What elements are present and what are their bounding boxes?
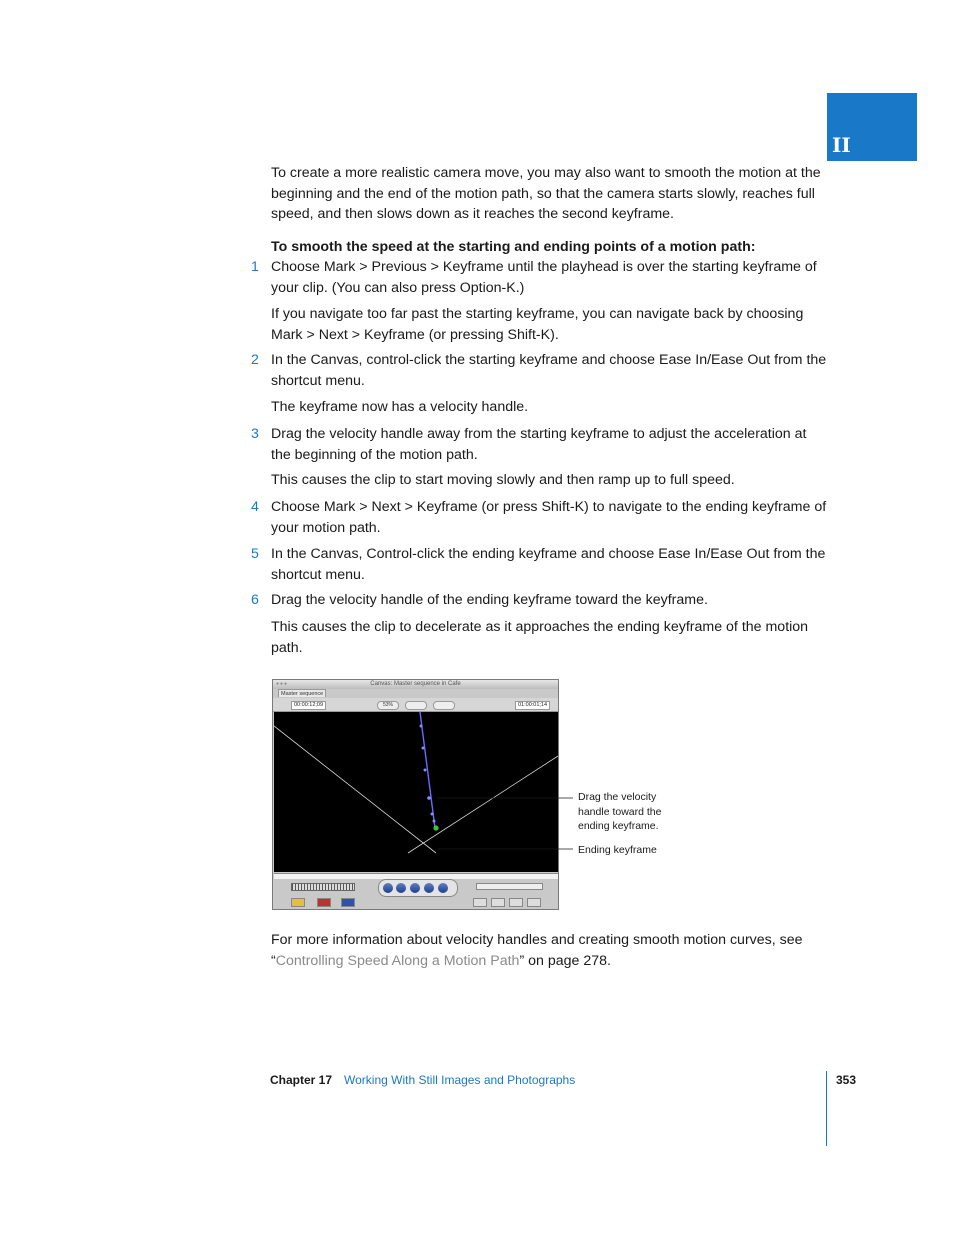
- step-text-5: In the Canvas, Control-click the ending keyframe and choose Ease In/Ease Out from the shortcut menu.: [271, 546, 826, 583]
- zoom-popup: 53%: [377, 701, 399, 710]
- step-text-3: Drag the velocity handle away from the starting keyframe to adjust the acceleration at the beginning of the motion path.: [271, 426, 807, 463]
- step-text-1: Choose Mark > Previous > Keyframe until the playhead is over the starting keyframe of your clip. (You can also press Option-K.): [271, 259, 817, 296]
- footer-chapter-title[interactable]: Working With Still Images and Photographs: [344, 1073, 576, 1087]
- task-heading: To smooth the speed at the starting and ending points of a motion path:: [271, 239, 756, 255]
- closing-paragraph: [271, 930, 827, 971]
- sequence-tab: Master sequence: [278, 689, 326, 697]
- step-note-2: The keyframe now has a velocity handle.: [271, 399, 529, 415]
- step-number-1: 1: [251, 259, 259, 275]
- step-number-4: 4: [251, 499, 259, 515]
- step-note-1: If you navigate too far past the starting keyframe, you can navigate back by choosing Mark > Next > Keyframe (or pressing Shift-K).: [271, 306, 804, 343]
- current-timecode: 01:00:01;14: [515, 701, 550, 710]
- step-text-6: Drag the velocity handle of the ending keyframe toward the keyframe.: [271, 592, 708, 608]
- step-number-5: 5: [251, 546, 259, 562]
- step-note-6: This causes the clip to decelerate as it approaches the ending keyframe of the motion path.: [271, 619, 809, 656]
- closing-text-before: For more information about velocity handles and creating smooth motion curves, see “: [271, 932, 803, 969]
- step-number-3: 3: [251, 426, 259, 442]
- part-tab-label: II: [832, 133, 851, 157]
- intro-paragraph: To create a more realistic camera move, you may also want to smooth the motion at the beginning and the end of the motion path, so that the camera starts slowly, reaches full speed, and then slows down as it reaches the second keyframe.: [271, 165, 821, 222]
- duration-timecode: 00:00:12;09: [291, 701, 326, 710]
- step-note-3: This causes the clip to start moving slowly and then ramp up to full speed.: [271, 472, 735, 488]
- step-text-2: In the Canvas, control-click the starting keyframe and choose Ease In/Ease Out from the shortcut menu.: [271, 352, 827, 389]
- step-number-6: 6: [251, 592, 259, 608]
- footer-divider: [826, 1071, 827, 1146]
- window-title: Canvas: Master sequence in Cafe: [370, 681, 461, 687]
- cross-reference-link[interactable]: Controlling Speed Along a Motion Path: [275, 952, 520, 969]
- callout-ending-keyframe: Ending keyframe: [578, 844, 657, 856]
- footer-chapter: Chapter 17: [270, 1073, 333, 1087]
- closing-text-after: ” on page 278.: [519, 952, 611, 969]
- step-number-2: 2: [251, 352, 259, 368]
- callout-velocity-handle: Drag the velocity handle toward the ending keyframe.: [578, 791, 662, 832]
- page-number: 353: [836, 1073, 857, 1087]
- step-text-4: Choose Mark > Next > Keyframe (or press Shift-K) to navigate to the ending keyframe of your motion path.: [271, 499, 827, 536]
- window-controls-icon: ●●●: [276, 681, 289, 687]
